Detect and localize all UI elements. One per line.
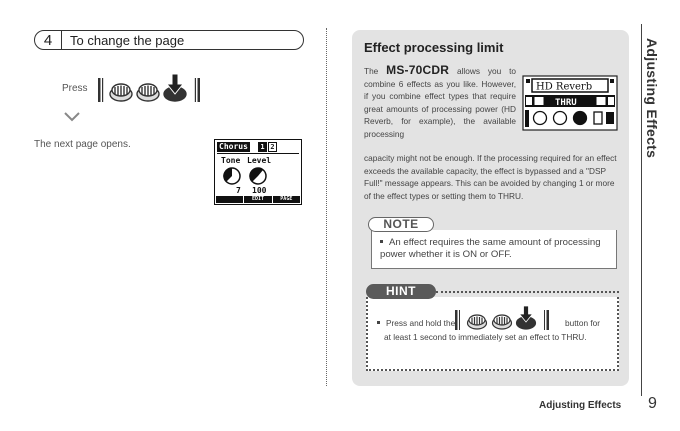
step-number: 4 bbox=[35, 31, 62, 49]
effect-display-icon bbox=[522, 75, 618, 131]
intro-text: allows you to combine 6 effects as you like. However, if you combine effect types that require great amounts of processing power (HD Reverb, for example), the available processing bbox=[364, 66, 516, 139]
footswitch-buttons-icon bbox=[96, 72, 202, 106]
brand-name: MS-70CDR bbox=[386, 63, 450, 77]
bullet-icon bbox=[380, 240, 383, 243]
hint-text-start bbox=[377, 318, 455, 328]
sidebar-rule bbox=[641, 24, 642, 396]
sidebar-section-title bbox=[644, 38, 672, 208]
intro-prefix: The bbox=[364, 66, 387, 76]
note-body: An effect requires the same amount of processing power whether it is ON or OFF. bbox=[380, 237, 601, 261]
note-label: NOTE bbox=[368, 217, 434, 232]
lcd-page-current: 1 bbox=[258, 142, 267, 152]
panel-intro bbox=[364, 64, 516, 141]
lcd-param2-label: Level bbox=[247, 156, 272, 165]
bullet-icon bbox=[377, 321, 380, 324]
press-label: Press bbox=[62, 83, 88, 94]
display-top-text: HD Reverb bbox=[536, 81, 593, 93]
hint-text-before: Press and hold the bbox=[386, 318, 456, 328]
page-number: 9 bbox=[648, 395, 657, 412]
lcd-param1-value: 7 bbox=[236, 186, 241, 195]
lcd-param2-value: 100 bbox=[252, 186, 267, 195]
hint-text-after: button for bbox=[565, 318, 601, 328]
lcd-soft-key: PAGE bbox=[273, 196, 300, 203]
next-page-label: The next page opens. bbox=[34, 139, 131, 150]
lcd-soft-key bbox=[216, 196, 243, 203]
knob-icon bbox=[249, 167, 267, 185]
lcd-param1-label: Tone bbox=[221, 156, 241, 165]
lcd-effect-name: Chorus bbox=[219, 142, 248, 151]
step-title: To change the page bbox=[70, 32, 185, 48]
note-text bbox=[380, 237, 612, 262]
knob-icon bbox=[223, 167, 241, 185]
display-middle-text: THRU bbox=[555, 98, 577, 108]
lcd-soft-key: EDIT bbox=[244, 196, 271, 203]
sidebar-title-text: Adjusting Effects bbox=[644, 38, 660, 159]
panel-title: Effect processing limit bbox=[364, 40, 504, 55]
column-divider bbox=[326, 28, 327, 386]
hint-label: HINT bbox=[366, 284, 436, 299]
lcd-rule bbox=[217, 153, 299, 154]
panel-body-text: capacity might not be enough. If the processing required for an effect exceeds the available capacity, the effect is bypassed and a "DSP Full!" message appears. This can be avoided by changing 1 or more of the effect types or setting them to THRU. bbox=[364, 153, 617, 201]
hint-text-rest: at least 1 second to immediately set an effect to THRU. bbox=[384, 332, 587, 342]
lcd-screen bbox=[214, 139, 302, 205]
step-header bbox=[34, 30, 304, 50]
lcd-soft-keys bbox=[216, 196, 300, 203]
lcd-page-next: 2 bbox=[268, 142, 277, 152]
hint-border-top bbox=[436, 291, 619, 293]
footer-section: Adjusting Effects bbox=[539, 400, 622, 411]
chevron-down-icon bbox=[64, 112, 80, 122]
footswitch-buttons-icon bbox=[454, 306, 550, 332]
